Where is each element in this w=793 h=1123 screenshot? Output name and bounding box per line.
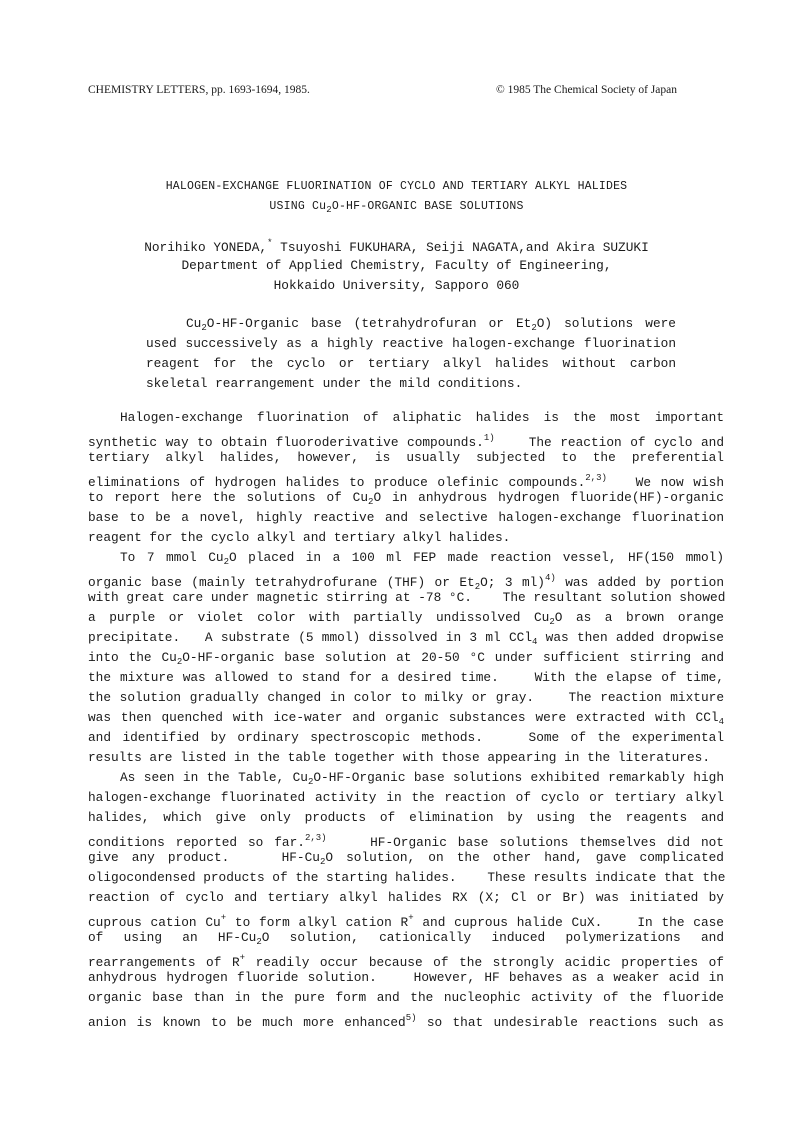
text-run: O; 3 ml) xyxy=(480,575,545,590)
body-line: the mixture was allowed to stand for a desired time. With the elapse of time, xyxy=(88,670,724,685)
text-run: O as a brown orange xyxy=(554,610,724,625)
body-line: reagent for the cyclo alkyl and tertiary alkyl halides. xyxy=(88,530,511,545)
text-run: conditions reported so far. xyxy=(88,835,305,850)
body-line xyxy=(88,848,724,868)
subscript: 2 xyxy=(319,857,326,867)
superscript: 1) xyxy=(483,433,495,443)
text-run: synthetic way to obtain fluoroderivative compounds. xyxy=(88,435,484,450)
body-line xyxy=(88,648,724,668)
text-run: so that undesirable reactions such as xyxy=(416,1015,724,1030)
text-run: O) solutions were xyxy=(536,316,676,331)
body-line xyxy=(88,768,724,788)
body-line: the solution gradually changed in color to milky or gray. The reaction mixture xyxy=(88,690,724,705)
text-run: to form alkyl cation R xyxy=(226,915,409,930)
text-run: to report here the solutions of Cu xyxy=(88,490,369,505)
body-line: base to be a novel, highly reactive and selective halogen-exchange fluorination xyxy=(88,510,724,525)
body-line xyxy=(88,1008,724,1028)
body-line xyxy=(88,568,725,592)
text-run: As seen in the Table, Cu xyxy=(120,770,308,785)
body-line: organic base than in the pure form and the nucleophic activity of the fluoride xyxy=(88,990,724,1005)
subscript: 4 xyxy=(718,717,724,727)
body-line xyxy=(88,488,724,508)
text-run: was added by portion xyxy=(555,575,725,590)
subscript: 2 xyxy=(307,777,314,787)
text-run: Cu xyxy=(186,316,202,331)
body-line xyxy=(88,828,724,848)
text-run: readily occur because of the strongly acidic properties of xyxy=(245,955,724,970)
text-run: cuprous cation Cu xyxy=(88,915,221,930)
subscript: 2 xyxy=(201,323,207,333)
body-line xyxy=(88,928,724,948)
body-line: reaction of cyclo and tertiary alkyl halides RX (X; Cl or Br) was initiated by xyxy=(88,890,724,905)
superscript: 4) xyxy=(545,573,556,583)
text-run: O-HF-Organic base (tetrahydrofuran or Et xyxy=(206,316,532,331)
text-run: O in anhydrous hydrogen fluoride(HF)-organic xyxy=(373,490,724,505)
text-run: HF-Organic base solutions themselves did not xyxy=(326,835,724,850)
text-run: The reaction of cyclo and xyxy=(494,435,725,450)
body-line xyxy=(88,428,724,448)
subscript: 2 xyxy=(549,617,555,627)
body-line: halogen-exchange fluorinated activity in the reaction of cyclo or tertiary alkyl xyxy=(88,790,724,805)
affiliation-line-2: Hokkaido University, Sapporo 060 xyxy=(273,278,520,293)
text-run: of using an HF-Cu xyxy=(88,930,257,945)
text-run: To 7 mmol Cu xyxy=(120,550,224,565)
superscript: 5) xyxy=(405,1013,417,1023)
text-run: O placed in a 100 ml FEP made reaction vessel, HF(150 mmol) xyxy=(229,550,724,565)
text-run: a purple or violet color with partially undissolved Cu xyxy=(88,610,550,625)
subscript: 4 xyxy=(532,637,538,647)
text-run: eliminations of hydrogen halides to produce olefinic compounds. xyxy=(88,475,586,490)
body-line: anhydrous hydrogen fluoride solution. However, HF behaves as a weaker acid in xyxy=(88,970,724,985)
text-run: rearrangements of R xyxy=(88,955,240,970)
text-run: precipitate. A substrate (5 mmol) dissolved in 3 ml CCl xyxy=(88,630,532,645)
body-line xyxy=(88,908,724,928)
text-run: was then added dropwise xyxy=(537,630,724,645)
body-line xyxy=(88,468,724,488)
abstract-line: skeletal rearrangement under the mild conditions. xyxy=(146,376,523,391)
body-line: Halogen-exchange fluorination of aliphatic halides is the most important xyxy=(120,410,724,425)
text-run: O-HF-organic base solution at 20-50 °C under sufficient stirring and xyxy=(182,650,724,665)
author-list: Norihiko YONEDA,* Tsuyoshi FUKUHARA, Seiji NAGATA,and Akira SUZUKI xyxy=(144,238,649,255)
text-run: organic base (mainly tetrahydrofurane (THF) or Et xyxy=(88,575,475,590)
body-line: and identified by ordinary spectroscopic methods. Some of the experimental xyxy=(88,730,724,745)
subscript: 2 xyxy=(256,937,262,947)
body-line: results are listed in the table together with those appearing in the literatures. xyxy=(88,750,711,765)
subscript: 2 xyxy=(368,497,374,507)
text-run: O solution, on the other hand, gave complicated xyxy=(325,850,724,865)
body-line xyxy=(88,548,724,568)
body-line: with great care under magnetic stirring at -78 °C. The resultant solution showed xyxy=(88,590,726,605)
subscript: 2 xyxy=(474,582,481,592)
superscript: + xyxy=(220,913,227,923)
text-run: O solution, cationically induced polymerizations and xyxy=(261,930,725,945)
copyright-notice: © 1985 The Chemical Society of Japan xyxy=(496,84,677,96)
text-run: was then quenched with ice-water and organic substances were extracted with CCl xyxy=(88,710,719,725)
paper-title-line-2: USING $Cu_2O-HF$-ORGANIC BASE SOLUTIONS xyxy=(269,200,524,215)
subscript: 2 xyxy=(531,323,537,333)
subscript: 2 xyxy=(176,657,183,667)
text-run: give any product. HF-Cu xyxy=(88,850,320,865)
superscript: 2,3) xyxy=(304,833,327,843)
body-line: oligocondensed products of the starting halides. These results indicate that the xyxy=(88,870,726,885)
body-line: halides, which give only products of elimination by using the reagents and xyxy=(88,810,724,825)
text-run: We now wish xyxy=(606,475,724,490)
abstract-line: used successively as a highly reactive halogen-exchange fluorination xyxy=(146,336,676,351)
body-line xyxy=(88,608,724,628)
text-run: into the Cu xyxy=(88,650,177,665)
text-run: anion is known to be much more enhanced xyxy=(88,1015,406,1030)
corresponding-author-star: * xyxy=(267,238,273,248)
subscript: 2 xyxy=(223,557,229,567)
body-line xyxy=(88,948,724,968)
abstract-line xyxy=(146,314,676,334)
body-line: tertiary alkyl halides, however, is usually subjected to the preferential xyxy=(88,450,724,465)
paper-title-line-1: HALOGEN-EXCHANGE FLUORINATION OF CYCLO AND TERTIARY ALKYL HALIDES xyxy=(165,180,628,193)
text-run: and cuprous halide CuX. In the case xyxy=(413,915,724,930)
body-line xyxy=(88,628,724,648)
superscript: 2,3) xyxy=(585,473,607,483)
journal-citation: CHEMISTRY LETTERS, pp. 1693-1694, 1985. xyxy=(88,84,310,96)
text-run: O-HF-Organic base solutions exhibited remarkably high xyxy=(313,770,724,785)
body-line xyxy=(88,708,724,728)
superscript: + xyxy=(239,953,246,963)
superscript: + xyxy=(408,913,414,923)
subscript: 2 xyxy=(326,205,332,215)
abstract-line: reagent for the cyclo or tertiary alkyl halides without carbon xyxy=(146,356,676,371)
affiliation-line-1: Department of Applied Chemistry, Faculty of Engineering, xyxy=(181,258,612,273)
